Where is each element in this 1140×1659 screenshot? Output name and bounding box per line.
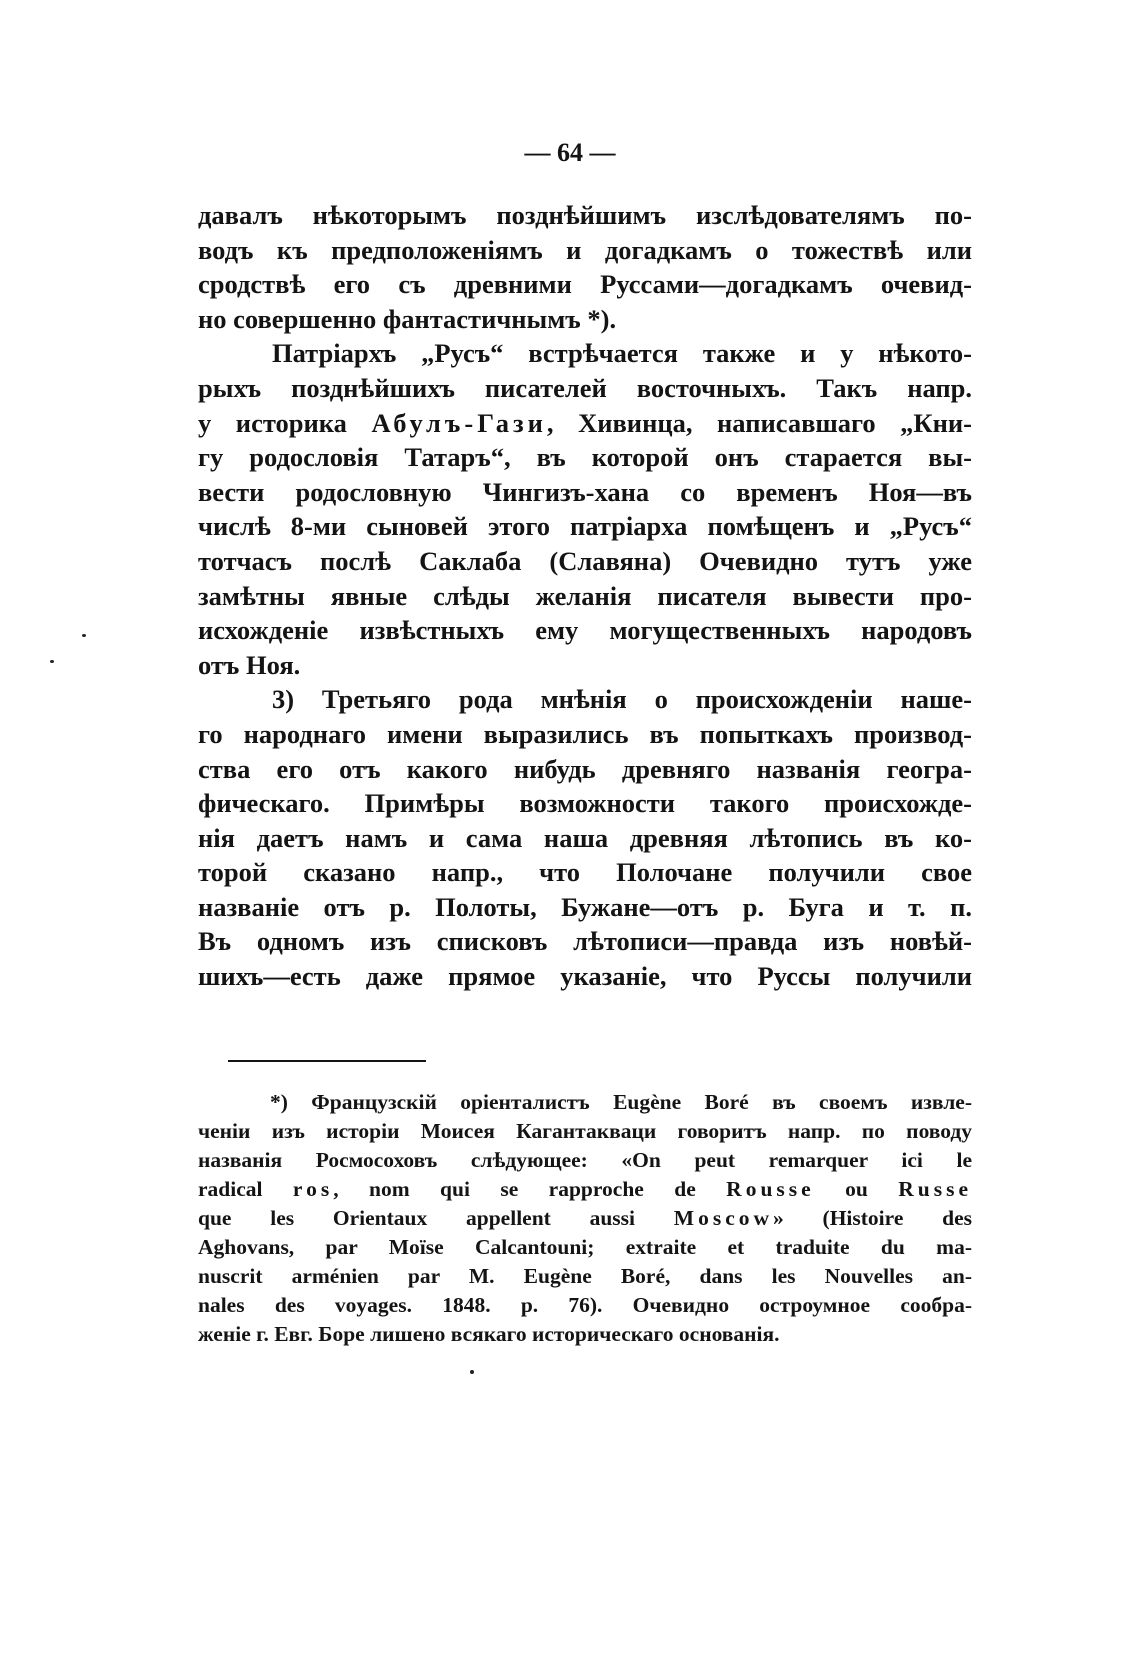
text-line: замѣтны явные слѣды желанія писателя вывести про-	[198, 580, 972, 611]
text-fragment: , Хивинца, написавшаго „Кни-	[546, 407, 972, 438]
page-number: — 64 —	[524, 138, 616, 167]
text-line: исхожденіе извѣстныхъ ему могущественныхъ народовъ	[198, 615, 972, 646]
spaced-word: ros	[292, 1177, 334, 1201]
text-line: но совершенно фантастичнымъ *).	[198, 303, 617, 334]
text-line: сродствѣ его съ древними Руссами—догадкамъ очевид-	[198, 269, 972, 300]
text-line: гу родословія Татаръ“, въ которой онъ старается вы-	[198, 442, 972, 473]
text-line: названіе отъ р. Полоты, Бужане—отъ р. Буга и т. п.	[198, 891, 972, 922]
scan-speck	[50, 660, 54, 663]
text-line: рыхъ позднѣйшихъ писателей восточныхъ. Такъ напр.	[198, 372, 972, 403]
footnote	[198, 1088, 972, 1349]
footnote-line: названія Росмосоховъ слѣдующее: «On peut remarquer ici le	[198, 1148, 972, 1172]
scan-speck	[470, 1370, 474, 1374]
text-fragment: radical	[198, 1177, 293, 1201]
text-line: давалъ нѣкоторымъ позднѣйшимъ изслѣдователямъ по-	[198, 200, 972, 230]
paragraph-start: 3) Третьяго рода мнѣнія о происхожденіи наше-	[272, 684, 972, 715]
text-fragment: que les Orientaux appellent aussi	[198, 1206, 674, 1230]
text-line: числѣ 8-ми сыновей этого патріарха помѣщенъ и „Русъ“	[198, 511, 972, 542]
text-line: торой сказано напр., что Полочане получили свое	[198, 857, 972, 888]
text-line: шихъ—есть даже прямое указаніе, что Руссы получили	[198, 961, 972, 992]
text-fragment: ou	[814, 1177, 899, 1201]
text-line: ства его отъ какого нибудь древняго названія геогра-	[198, 753, 972, 784]
text-fragment: у историка	[198, 407, 372, 438]
footnote-line: женіе г. Евг. Боре лишено всякаго историческаго основанія.	[198, 1322, 780, 1346]
text-fragment: » (Histoire des	[773, 1206, 972, 1230]
footnote-line	[198, 1204, 972, 1233]
text-line: Въ одномъ изъ списковъ лѣтописи—правда изъ новѣй-	[198, 926, 972, 957]
footnote-line	[198, 1175, 972, 1204]
text-line: го народнаго имени выразились въ попыткахъ производ-	[198, 718, 972, 749]
spaced-word: Russe	[898, 1177, 972, 1201]
spaced-word: Moscow	[673, 1206, 774, 1230]
footnote-divider	[228, 1060, 426, 1062]
footnote-line: ченіи изъ исторіи Моисея Кагантакваци говоритъ напр. по поводу	[198, 1119, 972, 1143]
text-line: нія даетъ намъ и сама наша древняя лѣтопись въ ко-	[198, 822, 972, 853]
text-line	[198, 406, 972, 441]
paragraph-start: Патріархъ „Русъ“ встрѣчается также и у нѣкото-	[272, 338, 972, 369]
scan-speck	[82, 634, 86, 637]
text-line: тотчасъ послѣ Саклаба (Славяна) Очевидно тутъ уже	[198, 545, 972, 576]
footnote-line: nales des voyages. 1848. p. 76). Очевидно остроумное сообра-	[198, 1293, 972, 1317]
main-text	[198, 198, 972, 994]
text-line: вести родословную Чингизъ-хана со временъ Ноя—въ	[198, 476, 972, 507]
text-line: фическаго. Примѣры возможности такого происхожде-	[198, 788, 972, 819]
footnote-line: Aghovans, par Moïse Calcantouni; extraite et traduite du ma-	[198, 1235, 972, 1259]
footnote-line: nuscrit arménien par M. Eugène Boré, dans les Nouvelles an-	[198, 1264, 972, 1288]
spaced-word: Rousse	[726, 1177, 815, 1201]
footnote-line: *) Французскій оріенталистъ Eugène Boré въ своемъ извле-	[270, 1090, 972, 1114]
spaced-name: Абулъ-Гази	[371, 407, 547, 438]
text-line: отъ Ноя.	[198, 649, 301, 680]
text-fragment: , nom qui se rapproche de	[333, 1177, 727, 1201]
text-line: водъ къ предположеніямъ и догадкамъ о тожествѣ или	[198, 234, 972, 265]
